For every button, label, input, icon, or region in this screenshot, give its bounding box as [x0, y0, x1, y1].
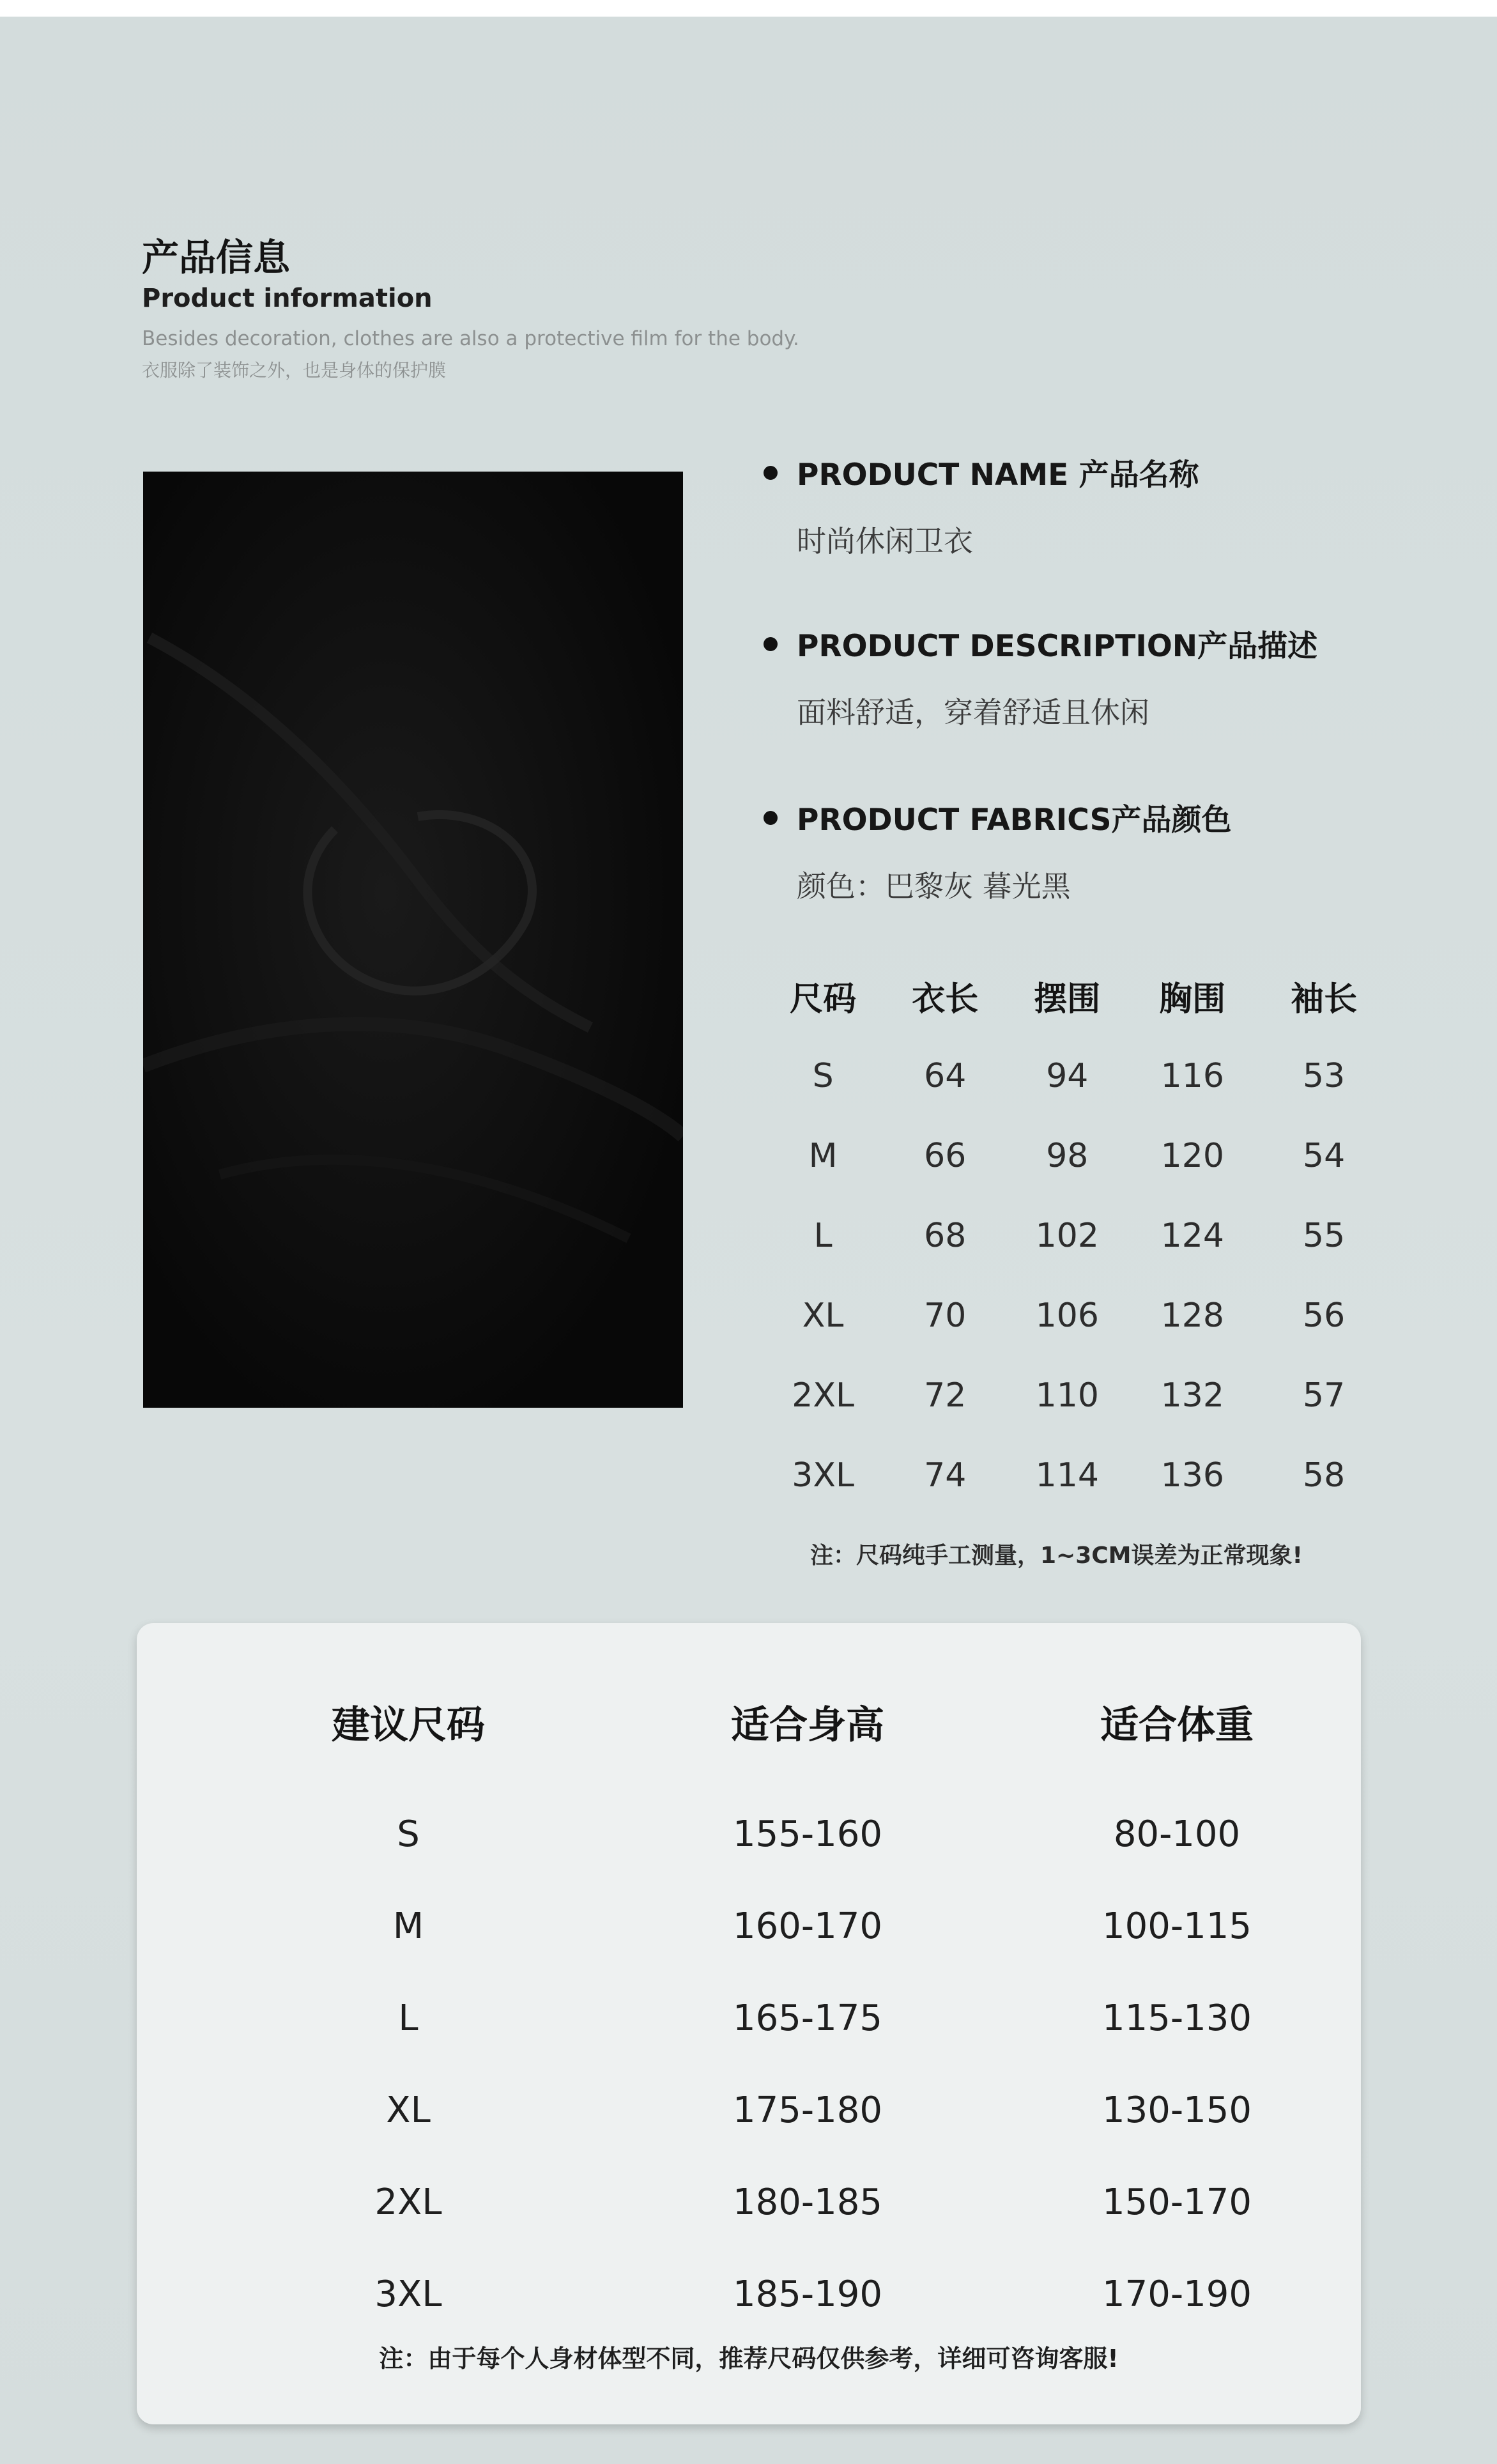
- bullet-icon: [764, 466, 778, 480]
- header-cell: 适合身高: [731, 1703, 884, 1748]
- size-note: 注：尺码纯手工测量，1~3CM误差为正常现象!: [810, 1543, 1303, 1569]
- header-cell: 胸围: [1159, 980, 1226, 1019]
- table-cell: 58: [1303, 1456, 1346, 1495]
- table-cell: L: [398, 1997, 418, 2039]
- fabric-photo: [143, 472, 683, 1408]
- table-row: [764, 1196, 1390, 1275]
- table-cell: 115-130: [1102, 1997, 1252, 2039]
- table-cell: 155-160: [733, 1813, 882, 1855]
- header-cell: 袖长: [1291, 980, 1358, 1019]
- header-cell: 衣长: [912, 980, 979, 1019]
- table-cell: 165-175: [733, 1997, 882, 2039]
- table-cell: 130-150: [1102, 2089, 1252, 2131]
- table-row: [764, 1116, 1390, 1196]
- table-cell: 132: [1160, 1376, 1224, 1415]
- table-cell: 114: [1035, 1456, 1099, 1495]
- table-cell: 102: [1035, 1216, 1099, 1255]
- info-value: 面料舒适，穿着舒适且休闲: [797, 695, 1149, 730]
- table-cell: 124: [1160, 1216, 1224, 1255]
- section-subtitle-cn: 衣服除了装饰之外，也是身体的保护膜: [142, 360, 447, 381]
- table-cell: 106: [1035, 1296, 1099, 1335]
- table-row: [764, 1435, 1390, 1515]
- table-cell: M: [808, 1136, 838, 1175]
- table-cell: 54: [1303, 1136, 1346, 1175]
- table-cell: 116: [1160, 1056, 1224, 1095]
- table-cell: L: [813, 1216, 833, 1255]
- table-cell: XL: [386, 2089, 431, 2131]
- table-cell: M: [392, 1905, 424, 1947]
- info-value: 颜色：巴黎灰 暮光黑: [797, 869, 1071, 904]
- table-row: [137, 1880, 1361, 1972]
- size-table-header: [764, 956, 1390, 1036]
- section-title-en: Product information: [142, 284, 433, 313]
- header-cell: 摆围: [1034, 980, 1101, 1019]
- table-cell: 185-190: [733, 2273, 882, 2315]
- recommendation-card: [137, 1623, 1361, 2424]
- table-row: [137, 2156, 1361, 2248]
- table-cell: 100-115: [1102, 1905, 1252, 1947]
- table-cell: 160-170: [733, 1905, 882, 1947]
- table-cell: 3XL: [792, 1456, 854, 1495]
- table-cell: XL: [802, 1296, 844, 1335]
- table-cell: S: [812, 1056, 834, 1095]
- info-product-fabrics: [764, 796, 1232, 905]
- table-row: [137, 2248, 1361, 2340]
- table-cell: 120: [1160, 1136, 1224, 1175]
- info-product-description: [764, 622, 1317, 732]
- table-cell: 80-100: [1113, 1813, 1241, 1855]
- recommendation-header: [137, 1674, 1361, 1770]
- recommendation-table: [137, 1674, 1361, 2340]
- table-cell: 70: [924, 1296, 967, 1335]
- table-cell: 3XL: [374, 2273, 442, 2315]
- table-cell: 64: [924, 1056, 967, 1095]
- header-cell: 尺码: [790, 980, 857, 1019]
- header-cell: 适合体重: [1100, 1703, 1254, 1748]
- table-cell: 175-180: [733, 2089, 882, 2131]
- table-cell: 56: [1303, 1296, 1346, 1335]
- table-row: [137, 1788, 1361, 1880]
- table-cell: S: [397, 1813, 420, 1855]
- recommendation-note: 注：由于每个人身材体型不同，推荐尺码仅供参考，详细可咨询客服!: [379, 2345, 1119, 2373]
- table-cell: 2XL: [792, 1376, 854, 1415]
- table-row: [764, 1275, 1390, 1355]
- section-title-cn: 产品信息: [142, 236, 291, 279]
- table-cell: 72: [924, 1376, 967, 1415]
- bullet-icon: [764, 811, 778, 825]
- size-table: [764, 956, 1390, 1515]
- info-title: PRODUCT DESCRIPTION产品描述: [797, 629, 1318, 664]
- table-cell: 180-185: [733, 2181, 882, 2223]
- table-cell: 55: [1303, 1216, 1346, 1255]
- table-cell: 170-190: [1102, 2273, 1252, 2315]
- table-row: [137, 1972, 1361, 2064]
- table-cell: 150-170: [1102, 2181, 1252, 2223]
- table-cell: 57: [1303, 1376, 1346, 1415]
- table-cell: 94: [1046, 1056, 1089, 1095]
- info-title: PRODUCT NAME 产品名称: [797, 458, 1199, 493]
- table-row: [764, 1036, 1390, 1116]
- product-info-page: [0, 17, 1497, 2464]
- header-cell: 建议尺码: [332, 1703, 485, 1748]
- bullet-icon: [764, 637, 778, 651]
- table-cell: 68: [924, 1216, 967, 1255]
- table-cell: 98: [1046, 1136, 1089, 1175]
- table-cell: 2XL: [374, 2181, 442, 2223]
- table-row: [764, 1355, 1390, 1435]
- table-cell: 136: [1160, 1456, 1224, 1495]
- table-cell: 110: [1035, 1376, 1099, 1415]
- info-value: 时尚休闲卫衣: [797, 524, 973, 558]
- table-row: [137, 2064, 1361, 2156]
- section-subtitle-en: Besides decoration, clothes are also a protective film for the body.: [142, 327, 799, 350]
- info-title: PRODUCT FABRICS产品颜色: [797, 803, 1232, 838]
- table-cell: 74: [924, 1456, 967, 1495]
- table-cell: 66: [924, 1136, 967, 1175]
- table-cell: 128: [1160, 1296, 1224, 1335]
- info-product-name: [764, 451, 1199, 560]
- table-cell: 53: [1303, 1056, 1346, 1095]
